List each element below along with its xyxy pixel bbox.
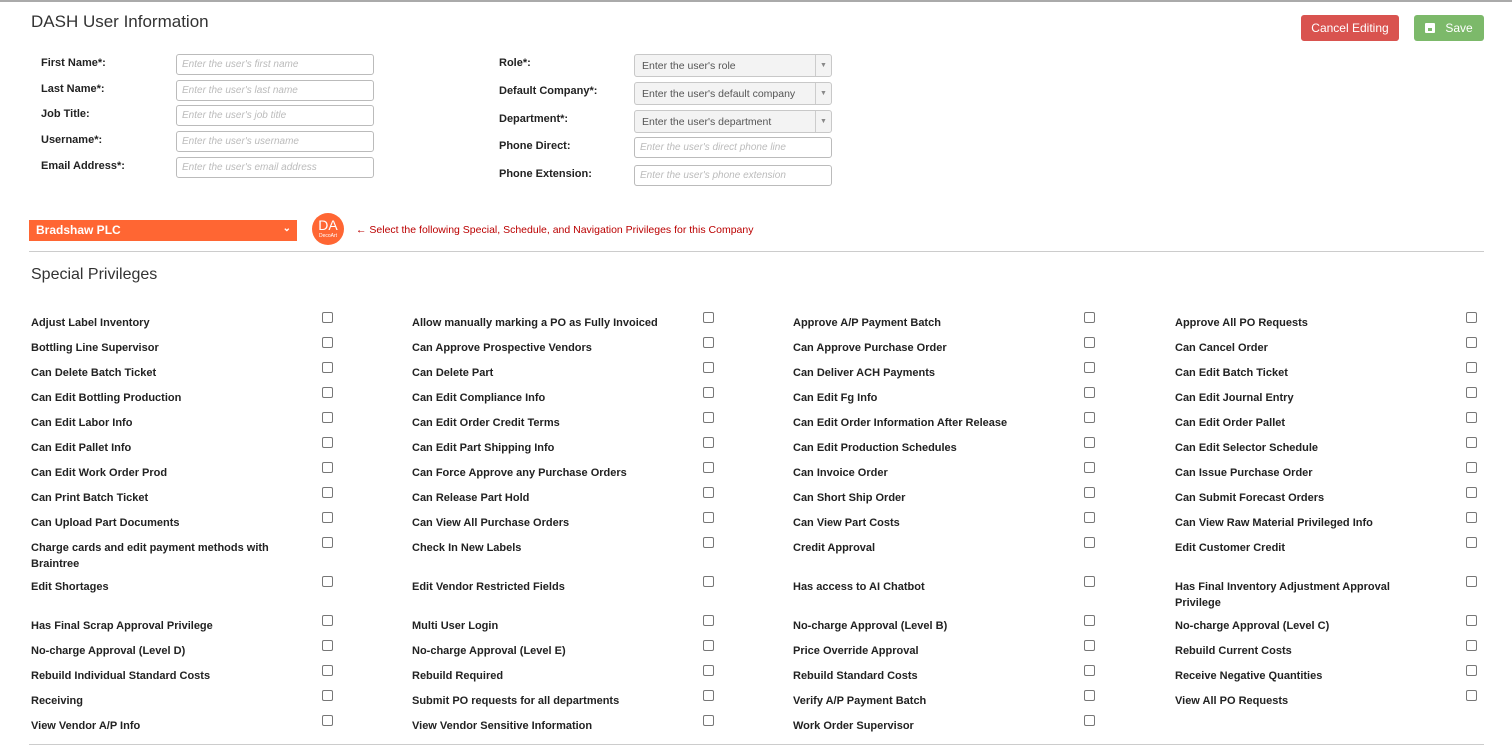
privilege-checkbox[interactable] [1466, 462, 1477, 473]
field-label: Phone Extension: [499, 168, 592, 181]
privilege-label: Can Edit Compliance Info [412, 392, 546, 404]
privilege-checkbox[interactable] [1084, 312, 1095, 323]
privilege-label: Can Edit Selector Schedule [1175, 442, 1319, 454]
privilege-checkbox[interactable] [703, 715, 714, 726]
privilege-label: Price Override Approval [793, 645, 919, 657]
privilege-item [31, 665, 412, 690]
field-label: Email Address*: [41, 159, 125, 172]
privilege-item [1175, 512, 1491, 537]
privilege-checkbox[interactable] [703, 537, 714, 548]
privilege-item [412, 437, 793, 462]
privilege-item [31, 640, 412, 665]
field-label: Username*: [41, 134, 103, 147]
privilege-label: Can Edit Order Credit Terms [412, 417, 560, 429]
privilege-label: Can Approve Purchase Order [793, 342, 947, 354]
privilege-item [793, 665, 1175, 690]
text-input[interactable]: Enter the user's first name [176, 54, 374, 75]
privilege-label: Allow manually marking a PO as Fully Invoiced [412, 317, 658, 329]
privilege-label: Can Print Batch Ticket [31, 492, 149, 504]
privilege-label: Can Short Ship Order [793, 492, 906, 504]
privilege-item [31, 512, 412, 537]
privilege-checkbox[interactable] [1466, 412, 1477, 423]
privilege-checkbox[interactable] [703, 576, 714, 587]
privilege-checkbox[interactable] [1084, 362, 1095, 373]
privilege-item [793, 512, 1175, 537]
privilege-checkbox[interactable] [1084, 537, 1095, 548]
privilege-label: Rebuild Current Costs [1175, 645, 1292, 657]
privilege-item [31, 437, 412, 462]
privilege-label: Approve A/P Payment Batch [793, 317, 941, 329]
privilege-label: No-charge Approval (Level E) [412, 645, 566, 657]
privilege-label: Can Issue Purchase Order [1175, 467, 1313, 479]
privilege-label: No-charge Approval (Level C) [1175, 620, 1330, 632]
privilege-checkbox[interactable] [322, 690, 333, 701]
privilege-item [1175, 412, 1491, 437]
chevron-down-icon: ⌄ [282, 223, 291, 234]
privilege-label: Charge cards and edit payment methods with Braintree [31, 542, 269, 570]
privilege-item [31, 412, 412, 437]
privilege-label: Can Approve Prospective Vendors [412, 342, 592, 354]
privilege-label: Can Release Part Hold [412, 492, 530, 504]
privilege-checkbox[interactable] [322, 665, 333, 676]
privilege-item [1175, 576, 1491, 615]
privilege-item [412, 337, 793, 362]
privilege-item [31, 690, 412, 715]
privilege-label: Receive Negative Quantities [1175, 670, 1323, 682]
privilege-label: Work Order Supervisor [793, 720, 914, 732]
privilege-checkbox[interactable] [1466, 362, 1477, 373]
privilege-item [793, 412, 1175, 437]
privilege-label: Can Delete Part [412, 367, 494, 379]
privilege-label: Can Delete Batch Ticket [31, 367, 157, 379]
text-input[interactable]: Enter the user's direct phone line [634, 137, 832, 158]
privilege-label: Can Invoice Order [793, 467, 888, 479]
privilege-label: Can Edit Journal Entry [1175, 392, 1294, 404]
privilege-item [1175, 312, 1491, 337]
text-input[interactable]: Enter the user's username [176, 131, 374, 152]
save-button[interactable] [1414, 15, 1484, 41]
company-selected: Bradshaw PLC [36, 223, 121, 237]
privilege-item [412, 487, 793, 512]
text-input[interactable]: Enter the user's job title [176, 105, 374, 126]
privilege-checkbox[interactable] [1084, 387, 1095, 398]
privilege-item [793, 387, 1175, 412]
privilege-checkbox[interactable] [1466, 387, 1477, 398]
privilege-checkbox[interactable] [1466, 576, 1477, 587]
privilege-item [1175, 387, 1491, 412]
field-label: Department*: [499, 112, 569, 125]
privilege-checkbox[interactable] [703, 615, 714, 626]
privilege-checkbox[interactable] [703, 690, 714, 701]
field-label: Role*: [499, 57, 531, 69]
privilege-item [412, 512, 793, 537]
privilege-item [412, 362, 793, 387]
privilege-item [412, 387, 793, 412]
privilege-checkbox[interactable] [703, 512, 714, 523]
select-input[interactable] [634, 82, 832, 105]
privilege-label: View Vendor Sensitive Information [412, 720, 593, 732]
privilege-item [412, 412, 793, 437]
privilege-checkbox[interactable] [1466, 312, 1477, 323]
caret-down-icon: ▼ [815, 83, 831, 104]
privilege-label: Can Force Approve any Purchase Orders [412, 467, 627, 479]
privilege-label: Can Edit Production Schedules [793, 442, 957, 454]
field-label: Phone Direct: [499, 140, 571, 153]
field-label: Job Title: [41, 108, 90, 121]
privilege-checkbox[interactable] [1084, 437, 1095, 448]
privilege-label: Can View Part Costs [793, 517, 900, 529]
privilege-checkbox[interactable] [322, 437, 333, 448]
privilege-label: Can Edit Order Information After Release [793, 417, 1008, 429]
privilege-label: Can Edit Batch Ticket [1175, 367, 1288, 379]
privilege-label: Can View Raw Material Privileged Info [1175, 517, 1373, 529]
privilege-label: Can Edit Work Order Prod [31, 467, 168, 479]
logo-subtext: DecoArt [318, 233, 338, 239]
privilege-checkbox[interactable] [703, 387, 714, 398]
privilege-checkbox[interactable] [1466, 337, 1477, 348]
privilege-item [1175, 362, 1491, 387]
privilege-checkbox[interactable] [322, 387, 333, 398]
select-input[interactable] [634, 54, 832, 77]
privilege-item [412, 576, 793, 615]
privilege-item [31, 362, 412, 387]
privilege-checkbox[interactable] [1466, 537, 1477, 548]
privilege-label: Can Edit Part Shipping Info [412, 442, 555, 454]
privilege-item [793, 576, 1175, 615]
privilege-checkbox[interactable] [703, 437, 714, 448]
privilege-label: Can Submit Forecast Orders [1175, 492, 1325, 504]
privilege-item [1175, 665, 1491, 690]
privilege-checkbox[interactable] [1084, 337, 1095, 348]
privilege-checkbox[interactable] [1466, 665, 1477, 676]
privilege-label: Rebuild Required [412, 670, 504, 682]
privilege-checkbox[interactable] [703, 462, 714, 473]
privilege-item [31, 576, 412, 615]
privilege-checkbox[interactable] [322, 640, 333, 651]
privilege-item [31, 312, 412, 337]
privilege-checkbox[interactable] [322, 715, 333, 726]
privilege-item [1175, 615, 1491, 640]
special-privileges-grid [31, 312, 1491, 740]
privilege-label: No-charge Approval (Level B) [793, 620, 948, 632]
privilege-label: Has Final Inventory Adjustment Approval Privilege [1175, 581, 1390, 609]
text-input[interactable]: Enter the user's last name [176, 80, 374, 101]
privilege-item [31, 462, 412, 487]
privilege-item [793, 362, 1175, 387]
privilege-label: Can Deliver ACH Payments [793, 367, 936, 379]
privilege-item [31, 615, 412, 640]
privilege-label: Adjust Label Inventory [31, 317, 150, 329]
privilege-item [793, 537, 1175, 576]
privilege-item [793, 312, 1175, 337]
privilege-label: Rebuild Individual Standard Costs [31, 670, 211, 682]
privilege-label: Check In New Labels [412, 542, 522, 554]
privilege-item [1175, 337, 1491, 362]
select-placeholder: Enter the user's department [642, 115, 772, 128]
privilege-checkbox[interactable] [322, 362, 333, 373]
privilege-checkbox[interactable] [703, 412, 714, 423]
privilege-label: Can Edit Bottling Production [31, 392, 182, 404]
privilege-item [412, 537, 793, 576]
privilege-label: Edit Shortages [31, 581, 109, 593]
privilege-label: View Vendor A/P Info [31, 720, 141, 732]
privilege-item [31, 715, 412, 740]
privilege-label: Can Edit Order Pallet [1175, 417, 1286, 429]
privilege-checkbox[interactable] [322, 412, 333, 423]
privilege-item [793, 487, 1175, 512]
privilege-item [31, 487, 412, 512]
privilege-item [793, 640, 1175, 665]
privilege-checkbox[interactable] [322, 615, 333, 626]
privilege-checkbox[interactable] [1084, 462, 1095, 473]
privilege-label: Can Cancel Order [1175, 342, 1268, 354]
privilege-checkbox[interactable] [322, 312, 333, 323]
privilege-item [793, 437, 1175, 462]
privilege-checkbox[interactable] [322, 337, 333, 348]
privilege-label: Edit Vendor Restricted Fields [412, 581, 565, 593]
divider [29, 251, 1484, 252]
text-input[interactable]: Enter the user's email address [176, 157, 374, 178]
privilege-checkbox[interactable] [1466, 437, 1477, 448]
privilege-checkbox[interactable] [1084, 412, 1095, 423]
privilege-item [412, 690, 793, 715]
privilege-checkbox[interactable] [1084, 715, 1095, 726]
privilege-checkbox[interactable] [1084, 576, 1095, 587]
privilege-checkbox[interactable] [1466, 615, 1477, 626]
privilege-checkbox[interactable] [703, 640, 714, 651]
privilege-label: Approve All PO Requests [1175, 317, 1308, 329]
privilege-item [793, 337, 1175, 362]
field-label: Last Name*: [41, 82, 105, 95]
privilege-label: Bottling Line Supervisor [31, 342, 159, 354]
divider [29, 744, 1484, 745]
privilege-item [31, 337, 412, 362]
privilege-item [412, 462, 793, 487]
privilege-checkbox[interactable] [1466, 640, 1477, 651]
privilege-item [793, 715, 1175, 740]
privilege-checkbox[interactable] [1084, 665, 1095, 676]
special-privileges-title: Special Privileges [31, 266, 158, 283]
privilege-checkbox[interactable] [1466, 487, 1477, 498]
privilege-checkbox[interactable] [703, 362, 714, 373]
privilege-item [793, 462, 1175, 487]
privilege-checkbox[interactable] [322, 576, 333, 587]
privilege-item [793, 690, 1175, 715]
privilege-label: Can Edit Fg Info [793, 392, 878, 404]
privilege-checkbox[interactable] [1466, 690, 1477, 701]
privilege-checkbox[interactable] [1466, 512, 1477, 523]
privilege-label: Credit Approval [793, 542, 876, 554]
privilege-label: Edit Customer Credit [1175, 542, 1286, 554]
privilege-item [412, 665, 793, 690]
privilege-label: Can View All Purchase Orders [412, 517, 570, 529]
privilege-label: Has access to AI Chatbot [793, 581, 925, 593]
privilege-item [793, 615, 1175, 640]
text-input[interactable]: Enter the user's phone extension [634, 165, 832, 186]
company-hint: ← Select the following Special, Schedule, and Navigation Privileges for this Company [356, 224, 754, 236]
privilege-checkbox[interactable] [1084, 640, 1095, 651]
privilege-item [1175, 690, 1491, 715]
company-select[interactable] [29, 220, 297, 241]
privilege-label: Can Upload Part Documents [31, 517, 180, 529]
privilege-label: View All PO Requests [1175, 695, 1289, 707]
privilege-item [1175, 437, 1491, 462]
privilege-label: No-charge Approval (Level D) [31, 645, 186, 657]
privilege-item [412, 312, 793, 337]
privilege-checkbox[interactable] [703, 487, 714, 498]
privilege-label: Submit PO requests for all departments [412, 695, 620, 707]
privilege-checkbox[interactable] [322, 462, 333, 473]
caret-down-icon: ▼ [815, 55, 831, 76]
privilege-label: Has Final Scrap Approval Privilege [31, 620, 213, 632]
privilege-label: Rebuild Standard Costs [793, 670, 918, 682]
field-label: Default Company*: [499, 84, 598, 97]
privilege-item [1175, 640, 1491, 665]
select-input[interactable] [634, 110, 832, 133]
privilege-label: Receiving [31, 695, 83, 707]
company-logo [312, 213, 344, 245]
privilege-label: Verify A/P Payment Batch [793, 695, 927, 707]
privilege-item [31, 387, 412, 412]
privilege-item [412, 715, 793, 740]
privilege-label: Can Edit Labor Info [31, 417, 133, 429]
privilege-checkbox[interactable] [1084, 615, 1095, 626]
privilege-label: Multi User Login [412, 620, 499, 632]
privilege-checkbox[interactable] [322, 487, 333, 498]
privilege-checkbox[interactable] [322, 537, 333, 548]
privilege-checkbox[interactable] [703, 665, 714, 676]
privilege-item [1175, 487, 1491, 512]
privilege-checkbox[interactable] [703, 312, 714, 323]
logo-text: DA [318, 217, 338, 233]
privilege-item [1175, 462, 1491, 487]
privilege-checkbox[interactable] [703, 337, 714, 348]
privilege-checkbox[interactable] [1084, 512, 1095, 523]
caret-down-icon: ▼ [815, 111, 831, 132]
privilege-checkbox[interactable] [322, 512, 333, 523]
privilege-item [1175, 537, 1491, 576]
privilege-item [412, 615, 793, 640]
privilege-item [412, 640, 793, 665]
cancel-editing-button[interactable]: Cancel Editing [1301, 15, 1399, 41]
save-label: Save [1445, 21, 1473, 35]
privilege-checkbox[interactable] [1084, 487, 1095, 498]
floppy-disk-icon [1425, 23, 1435, 33]
page-title: DASH User Information [31, 12, 209, 31]
privilege-label: Can Edit Pallet Info [31, 442, 132, 454]
privilege-checkbox[interactable] [1084, 690, 1095, 701]
privilege-item [31, 537, 412, 576]
field-label: First Name*: [41, 57, 106, 69]
select-placeholder: Enter the user's role [642, 60, 736, 72]
select-placeholder: Enter the user's default company [642, 87, 796, 100]
